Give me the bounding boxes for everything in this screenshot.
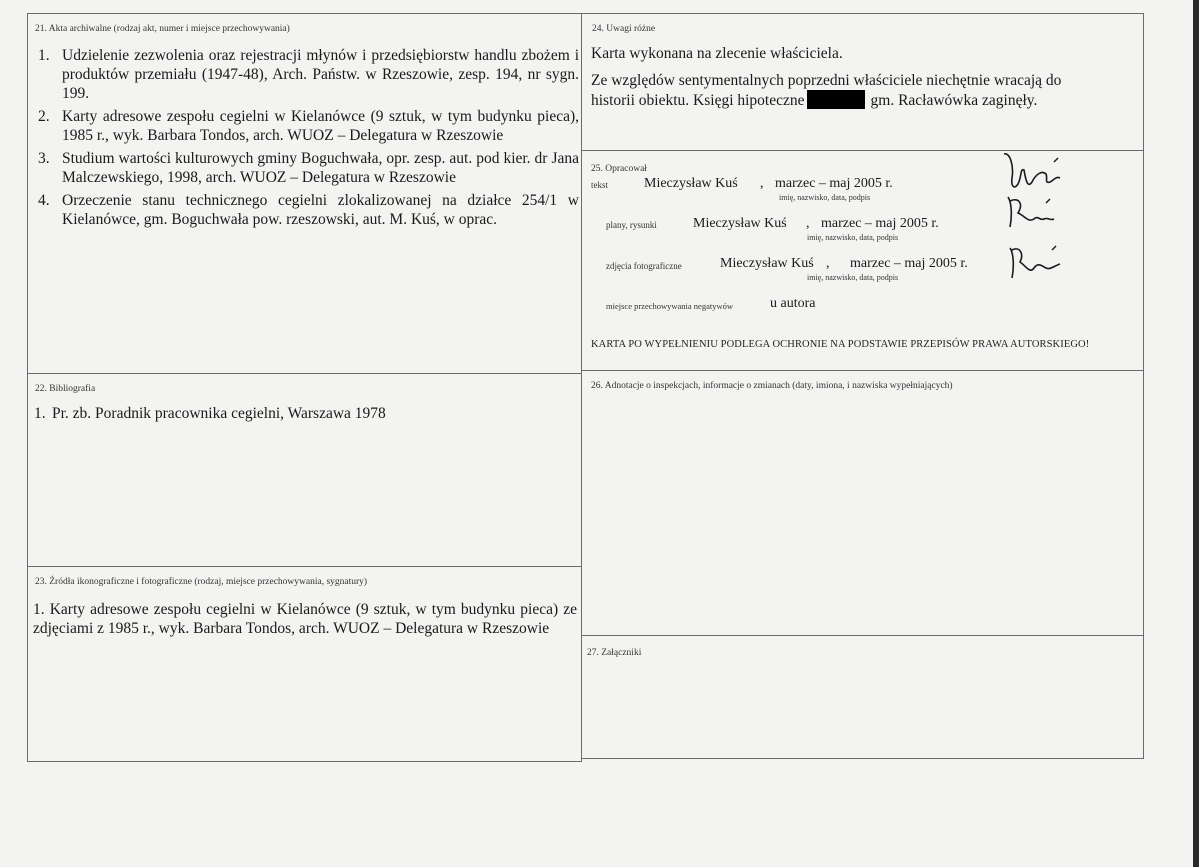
section-23-header: 23. Źródła ikonograficzne i fotograficzne (rodzaj, miejsce przechowywania, sygnatury) bbox=[35, 577, 368, 587]
author-name: Mieczysław Kuś bbox=[693, 216, 787, 231]
section-27-cell bbox=[581, 635, 1144, 759]
copyright-notice: KARTA PO WYPEŁNIENIU PODLEGA OCHRONIE NA PODSTAWIE PRZEPISÓW PRAWA AUTORSKIEGO! bbox=[591, 339, 1090, 350]
list-item: 2. Karty adresowe zespołu cegielni w Kielanówce (9 sztuk, w tym budynku pieca), 1985 r., wyk. Barbara Tondos, arch. WUOZ – Delegatura w Rzeszowie bbox=[38, 108, 579, 144]
row-label-text: tekst bbox=[591, 180, 608, 190]
name-separator: , bbox=[826, 256, 830, 271]
field-caption: imię, nazwisko, data, podpis bbox=[807, 273, 899, 282]
section-26-cell bbox=[581, 370, 1144, 636]
date-range: marzec – maj 2005 r. bbox=[821, 216, 939, 231]
remarks-line-3-start: historii obiektu. Księgi hipoteczne bbox=[591, 92, 805, 109]
redaction-bar bbox=[807, 90, 865, 109]
signature-2 bbox=[1000, 193, 1060, 235]
section-25-header: 25. Opracował bbox=[591, 164, 647, 174]
remarks-line-3 bbox=[591, 90, 1037, 110]
section-26-header: 26. Adnotacje o inspekcjach, informacje o zmianach (daty, imiona, i nazwiska wypełniających) bbox=[591, 381, 953, 391]
remarks-line-2: Ze względów sentymentalnych poprzedni właściciele niechętnie wracają do bbox=[591, 72, 1062, 89]
negatives-location-label: miejsce przechowywania negatywów bbox=[606, 301, 733, 311]
row-label-photos: zdjęcia fotograficzne bbox=[606, 261, 682, 271]
date-range: marzec – maj 2005 r. bbox=[775, 176, 893, 191]
row-label-plans: plany, rysunki bbox=[606, 220, 657, 230]
section-27-header: 27. Załączniki bbox=[587, 648, 642, 658]
list-item: 4. Orzeczenie stanu technicznego cegielni zlokalizowanej na działce 254/1 w Kielanówce, gm. Boguchwała pow. rzeszowski, aut. M. Kuś, w oprac. bbox=[38, 192, 579, 228]
archival-records-list bbox=[30, 46, 579, 233]
bibliography-list bbox=[30, 404, 579, 427]
name-separator: , bbox=[760, 176, 764, 191]
iconographic-sources-text: 1. Karty adresowe zespołu cegielni w Kielanówce (9 sztuk, w tym budynku pieca) ze zdjęciami z 1985 r., wyk. Barbara Tondos, arch. WUOZ – Delegatura w Rzeszowie bbox=[33, 601, 577, 637]
scan-edge bbox=[1193, 0, 1199, 867]
section-24-header: 24. Uwagi różne bbox=[592, 24, 656, 34]
section-23-cell bbox=[27, 566, 582, 762]
remarks-line-1: Karta wykonana na zlecenie właściciela. bbox=[591, 45, 843, 62]
signature-1 bbox=[1000, 148, 1070, 196]
field-caption: imię, nazwisko, data, podpis bbox=[807, 233, 899, 242]
section-21-header: 21. Akta archiwalne (rodzaj akt, numer i miejsce przechowywania) bbox=[35, 24, 290, 34]
field-caption: imię, nazwisko, data, podpis bbox=[779, 193, 871, 202]
section-22-header: 22. Bibliografia bbox=[35, 384, 96, 394]
author-name: Mieczysław Kuś bbox=[720, 256, 814, 271]
list-item: 1. Udzielenie zezwolenia oraz rejestracji młynów i przedsiębiorstw handlu zbożem i produktów przemiału (1947-48), Arch. Państw. w Rzeszowie, zesp. 194, nr sygn. 199. bbox=[38, 47, 579, 102]
remarks-line-3-end: gm. Racławówka zaginęły. bbox=[870, 92, 1038, 109]
date-range: marzec – maj 2005 r. bbox=[850, 256, 968, 271]
list-item: 3. Studium wartości kulturowych gminy Boguchwała, opr. zesp. aut. pod kier. dr Jana Malczewskiego, 1998, arch. WUOZ – Delegatura w Rzeszowie bbox=[38, 150, 579, 186]
name-separator: , bbox=[806, 216, 810, 231]
signature-3 bbox=[1004, 240, 1066, 284]
author-name: Mieczysław Kuś bbox=[644, 176, 738, 191]
section-22-cell bbox=[27, 373, 582, 567]
negatives-location-value: u autora bbox=[770, 296, 816, 311]
list-item: 1. Pr. zb. Poradnik pracownika cegielni, Warszawa 1978 bbox=[34, 405, 386, 422]
